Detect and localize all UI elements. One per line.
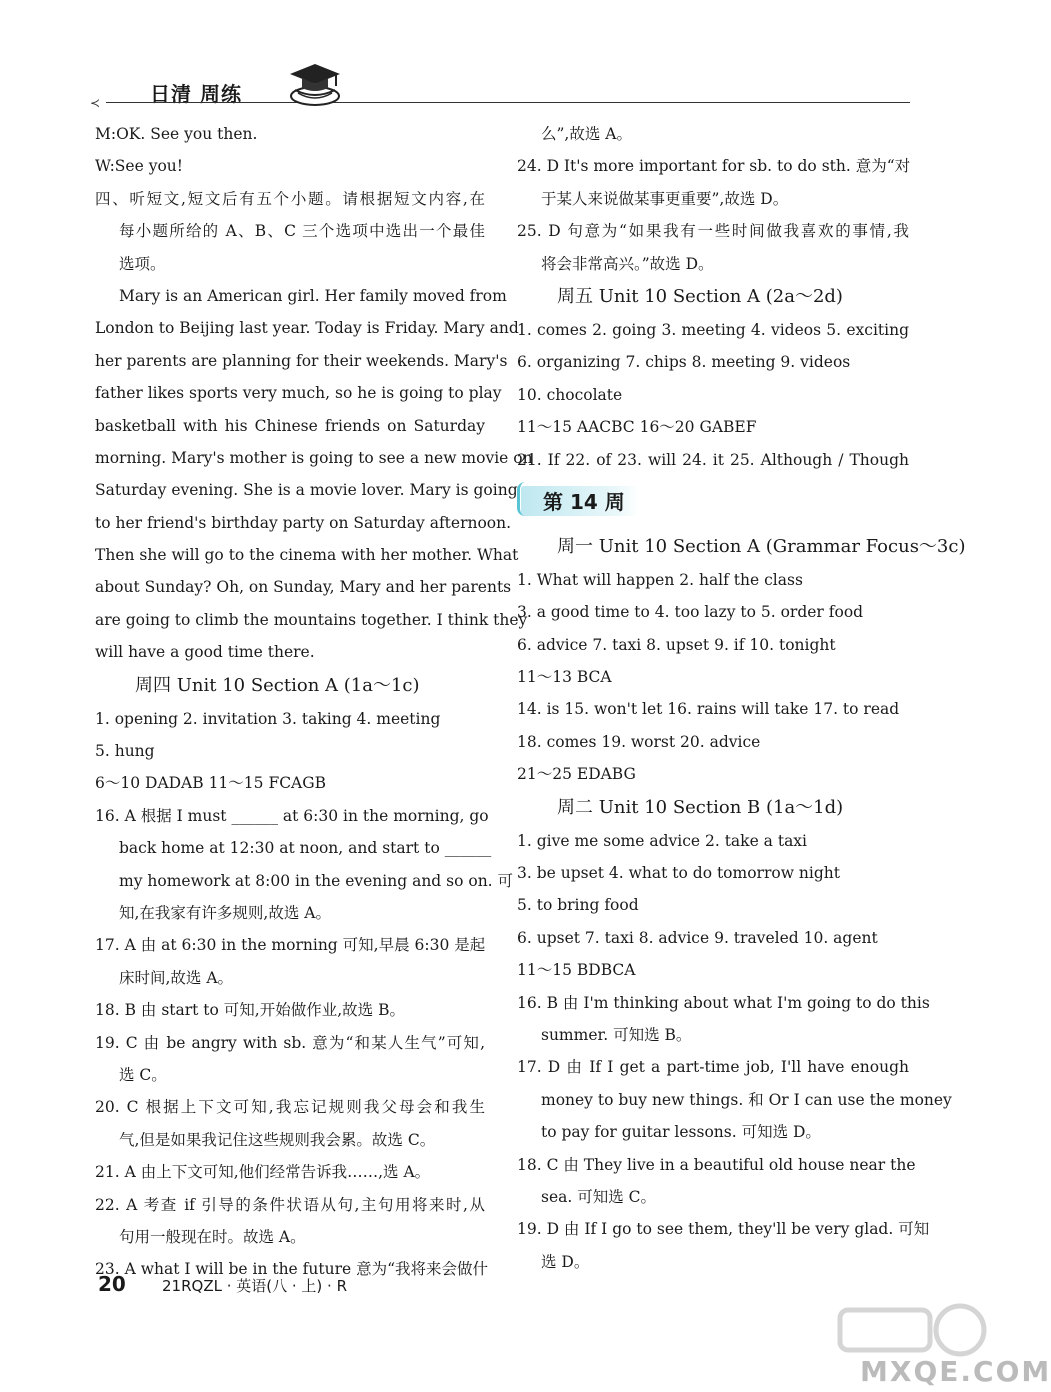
text-line: her parents are planning for their weekends. Mary's xyxy=(95,351,508,370)
text-line: 25. D 句意为“如果我有一些时间做我喜欢的事情,我 xyxy=(517,222,909,241)
text-line: money to buy new things. 和 Or I can use the money xyxy=(541,1090,952,1109)
text-line: 1. What will happen 2. half the class xyxy=(517,570,803,589)
text-line: 知,在我家有许多规则,故选 A。 xyxy=(119,903,331,922)
text-line: 6. advice 7. taxi 8. upset 9. if 10. tonight xyxy=(517,635,836,654)
text-line: 18. B 由 start to 可知,开始做作业,故选 B。 xyxy=(95,1001,405,1020)
text-line: morning. Mary's mother is going to see a new movie on xyxy=(95,448,533,467)
text-line: 21～25 EDABG xyxy=(517,765,636,784)
text-line: father likes sports very much, so he is going to play xyxy=(95,384,502,403)
text-line: 1. opening 2. invitation 3. taking 4. meeting xyxy=(95,709,441,728)
text-line: 1. comes 2. going 3. meeting 4. videos 5. exciting xyxy=(517,320,909,339)
text-line: 22. A 考查 if 引导的条件状语从句,主句用将来时,从 xyxy=(95,1195,485,1214)
page-number: 20 xyxy=(98,1272,126,1296)
text-line: 选项。 xyxy=(119,254,166,273)
text-line: W:See you! xyxy=(95,157,183,176)
section-heading: 周二 Unit 10 Section B (1a～1d) xyxy=(557,796,844,818)
text-line: 气,但是如果我记住这些规则我会累。故选 C。 xyxy=(119,1130,436,1149)
text-line: 24. D It's more important for sb. to do sth. 意为“对 xyxy=(517,157,911,176)
text-line: 将会非常高兴。”故选 D。 xyxy=(541,254,714,273)
text-line: 17. A 由 at 6:30 in the morning 可知,早晨 6:30 是起 xyxy=(95,936,486,955)
text-line: 6～10 DADAB 11～15 FCAGB xyxy=(95,774,327,793)
header-rule-right xyxy=(348,102,910,103)
text-line: Mary is an American girl. Her family moved from xyxy=(119,286,507,305)
text-line: 16. B 由 I'm thinking about what I'm going to do this xyxy=(517,993,930,1012)
text-line: 19. C 由 be angry with sb. 意为“和某人生气”可知, xyxy=(95,1033,485,1052)
text-line: back home at 12:30 at noon, and start to ______ xyxy=(119,839,492,858)
text-line: summer. 可知选 B。 xyxy=(541,1025,692,1044)
text-line: Then she will go to the cinema with her mother. What xyxy=(95,546,519,565)
text-line: 每小题所给的 A、B、C 三个选项中选出一个最佳 xyxy=(119,222,485,241)
week-title: 第 14 周 xyxy=(543,489,625,514)
week-banner-bracket xyxy=(517,482,534,516)
text-line: 21. If 22. of 23. will 24. it 25. Although / Though xyxy=(517,450,909,469)
text-line: 四、听短文,短文后有五个小题。请根据短文内容,在 xyxy=(95,189,485,208)
text-line: to her friend's birthday party on Saturday afternoon. xyxy=(95,513,512,532)
text-line: 5. to bring food xyxy=(517,896,639,915)
text-line: 19. D 由 If I go to see them, they'll be very glad. 可知 xyxy=(517,1220,930,1239)
text-line: M:OK. See you then. xyxy=(95,125,258,143)
text-line: about Sunday? Oh, on Sunday, Mary and her parents xyxy=(95,578,512,597)
left-column xyxy=(95,118,533,1286)
section-heading: 周四 Unit 10 Section A (1a～1c) xyxy=(135,674,420,696)
text-line: 1. give me some advice 2. take a taxi xyxy=(517,831,808,850)
watermark-text: MXQE.COM xyxy=(860,1355,1051,1388)
text-line: London to Beijing last year. Today is Friday. Mary and xyxy=(95,319,519,338)
text-line: 床时间,故选 A。 xyxy=(119,968,234,987)
text-line: 23. A what I will be in the future 意为“我将来会做什 xyxy=(95,1260,489,1279)
text-line: 18. C 由 They live in a beautiful old house near the xyxy=(517,1155,916,1174)
text-line: 6. organizing 7. chips 8. meeting 9. videos xyxy=(517,353,851,372)
text-line: 20. C 根据上下文可知,我忘记规则我父母会和我生 xyxy=(95,1098,485,1117)
text-line: 3. a good time to 4. too lazy to 5. order food xyxy=(517,603,864,622)
week-banner xyxy=(517,476,909,530)
text-line: 5. hung xyxy=(95,742,155,761)
header-title: 日清 周练 xyxy=(150,82,242,106)
text-line: sea. 可知选 C。 xyxy=(541,1187,657,1206)
text-line: 10. chocolate xyxy=(517,385,623,404)
section-heading: 周五 Unit 10 Section A (2a～2d) xyxy=(557,285,843,307)
text-line: are going to climb the mountains together. I think they xyxy=(95,610,528,629)
text-line: 么”,故选 A。 xyxy=(541,125,632,143)
text-line: 选 D。 xyxy=(541,1252,590,1271)
text-line: 17. D 由 If I get a part-time job, I'll have enough xyxy=(517,1058,909,1077)
page-header xyxy=(90,60,910,110)
section-heading: 周一 Unit 10 Section A (Grammar Focus～3c) xyxy=(557,535,966,557)
text-line: 18. comes 19. worst 20. advice xyxy=(517,732,761,751)
text-line: will have a good time there. xyxy=(95,643,315,662)
text-line: 21. A 由上下文可知,他们经常告诉我……,选 A。 xyxy=(95,1163,431,1182)
book-code: 21RQZL · 英语(八 · 上) · R xyxy=(162,1277,347,1295)
text-line: 于某人来说做某事更重要”,故选 D。 xyxy=(541,189,789,208)
text-line: 11～15 BDBCA xyxy=(517,961,636,980)
text-line: 选 C。 xyxy=(119,1065,167,1084)
text-line: 3. be upset 4. what to do tomorrow night xyxy=(517,864,840,883)
text-line: 11～15 AACBC 16～20 GABEF xyxy=(517,418,757,437)
text-line: 6. upset 7. taxi 8. advice 9. traveled 10. agent xyxy=(517,928,878,947)
graduation-cap-icon xyxy=(286,60,344,108)
right-column xyxy=(517,118,966,1278)
header-arrow: ≺ xyxy=(90,96,101,110)
text-line: to pay for guitar lessons. 可知选 D。 xyxy=(541,1123,821,1142)
text-line: basketball with his Chinese friends on Saturday xyxy=(95,416,485,435)
text-line: Saturday evening. She is a movie lover. Mary is going xyxy=(95,481,518,500)
text-line: 句用一般现在时。故选 A。 xyxy=(119,1227,306,1246)
text-line: 14. is 15. won't let 16. rains will take 17. to read xyxy=(517,700,900,719)
text-line: my homework at 8:00 in the evening and so on. 可 xyxy=(119,871,514,890)
text-line: 16. A 根据 I must ______ at 6:30 in the morning, go xyxy=(95,806,489,825)
text-line: 11～13 BCA xyxy=(517,668,612,687)
